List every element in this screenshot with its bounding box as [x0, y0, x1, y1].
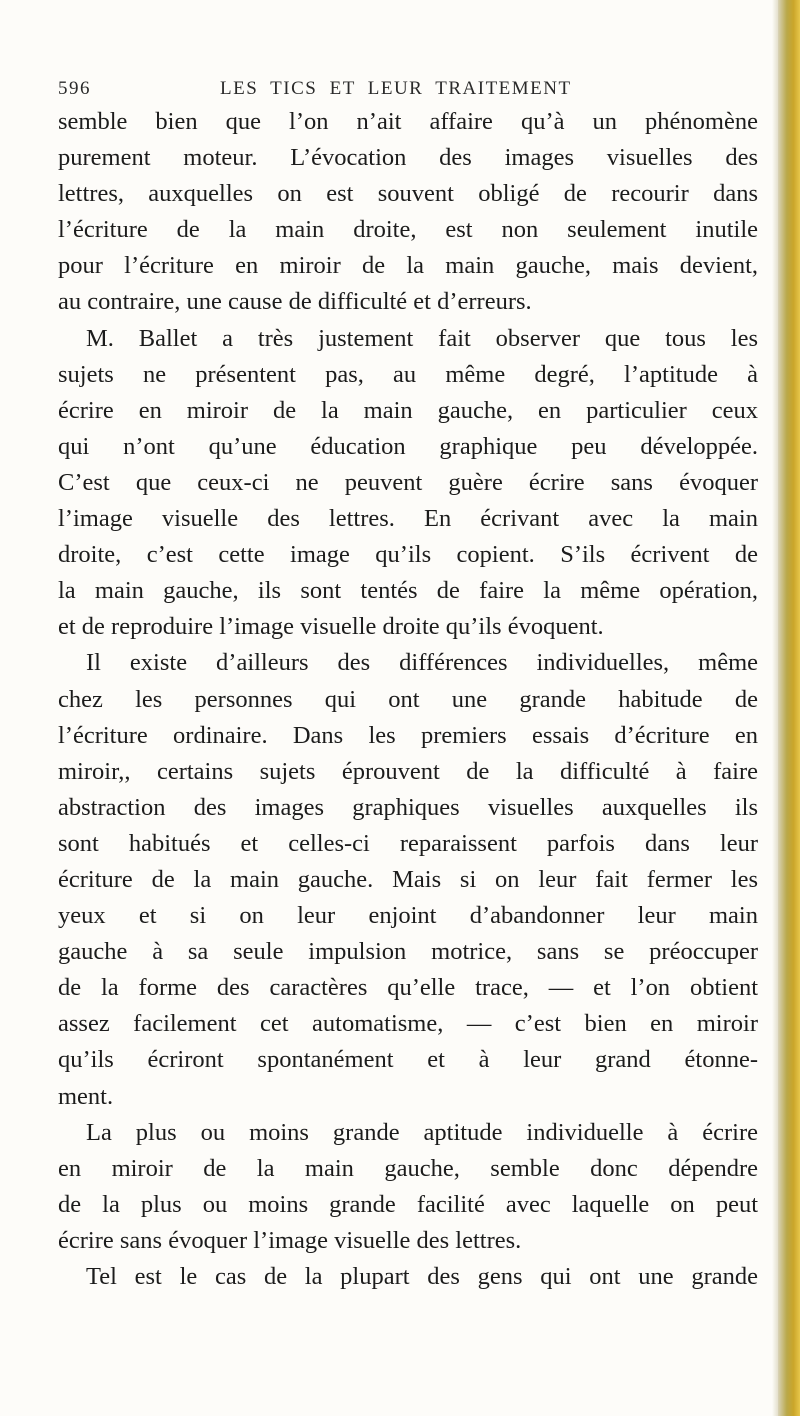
- text-line: abstraction des images graphiques visuelles auxquelles ils: [58, 793, 758, 821]
- text-line: Il existe d’ailleurs des différences individuelles, même: [86, 649, 758, 677]
- text-line: ment.: [58, 1082, 114, 1110]
- text-line: et de reproduire l’image visuelle droite qu’ils évoquent.: [58, 613, 604, 641]
- text-line: qui n’ont qu’une éducation graphique peu développée.: [58, 432, 758, 460]
- text-line: qu’ils écriront spontanément et à leur grand étonne-: [58, 1046, 758, 1074]
- text-line: sont habitués et celles-ci reparaissent parfois dans leur: [58, 829, 758, 857]
- text-line: au contraire, une cause de difficulté et d’erreurs.: [58, 288, 532, 316]
- text-line: écrire sans évoquer l’image visuelle des lettres.: [58, 1226, 522, 1254]
- text-line: Tel est le cas de la plupart des gens qui ont une grande: [86, 1263, 758, 1290]
- text-line: droite, c’est cette image qu’ils copient. S’ils écrivent de: [58, 541, 758, 569]
- text-line: l’image visuelle des lettres. En écrivant avec la main: [58, 505, 758, 533]
- text-line: écriture de la main gauche. Mais si on leur fait fermer les: [58, 865, 758, 893]
- text-line: semble bien que l’on n’ait affaire qu’à un phénomène: [58, 108, 758, 135]
- text-line: la main gauche, ils sont tentés de faire la même opération,: [58, 577, 758, 605]
- page-edge: [778, 0, 800, 1416]
- running-title: LES TICS ET LEUR TRAITEMENT: [220, 78, 572, 99]
- text-line: l’écriture ordinaire. Dans les premiers essais d’écriture en: [58, 721, 758, 749]
- text-line: yeux et si on leur enjoint d’abandonner leur main: [58, 902, 758, 930]
- text-line: purement moteur. L’évocation des images visuelles des: [58, 144, 758, 172]
- text-line: M. Ballet a très justement fait observer que tous les: [86, 324, 758, 352]
- text-line: lettres, auxquelles on est souvent obligé de recourir dans: [58, 180, 758, 208]
- text-line: de la forme des caractères qu’elle trace, — et l’on obtient: [58, 974, 758, 1002]
- text-line: chez les personnes qui ont une grande habitude de: [58, 685, 758, 713]
- text-line: l’écriture de la main droite, est non seulement inutile: [58, 216, 758, 244]
- text-line: sujets ne présentent pas, au même degré, l’aptitude à: [58, 360, 758, 388]
- text-line: La plus ou moins grande aptitude individuelle à écrire: [86, 1118, 758, 1146]
- text-line: de la plus ou moins grande facilité avec laquelle on peut: [58, 1190, 758, 1218]
- text-line: assez facilement cet automatisme, — c’est bien en miroir: [58, 1010, 758, 1038]
- text-line: miroir,, certains sujets éprouvent de la difficulté à faire: [58, 757, 758, 785]
- text-line: écrire en miroir de la main gauche, en particulier ceux: [58, 396, 758, 424]
- text-line: gauche à sa seule impulsion motrice, sans se préoccuper: [58, 938, 758, 966]
- body-text: [58, 104, 758, 1295]
- text-line: en miroir de la main gauche, semble donc dépendre: [58, 1154, 758, 1182]
- text-line: pour l’écriture en miroir de la main gauche, mais devient,: [58, 252, 758, 280]
- text-line: C’est que ceux-ci ne peuvent guère écrire sans évoquer: [58, 468, 758, 496]
- page-number: 596: [58, 78, 91, 99]
